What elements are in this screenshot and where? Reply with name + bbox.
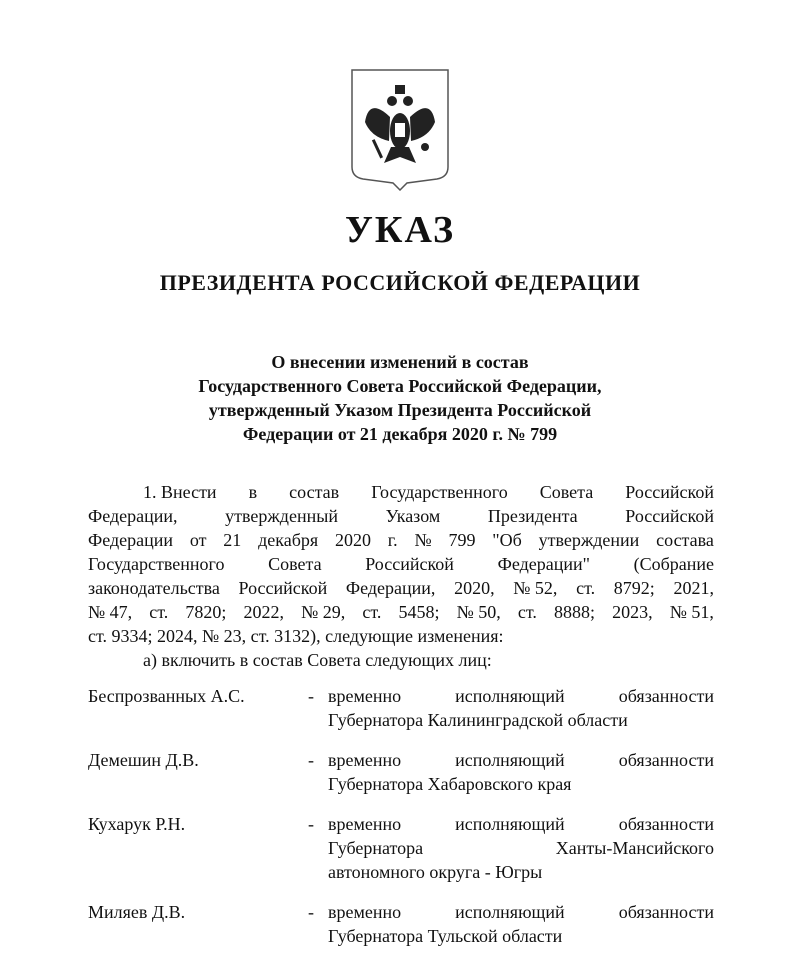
word: Российской <box>238 578 328 598</box>
word: состава <box>656 530 714 550</box>
word: исполняющий <box>455 902 565 922</box>
person-name: Кухарук Р.Н. <box>88 814 186 834</box>
paragraph-line <box>88 624 714 648</box>
person-entry <box>88 812 714 884</box>
position-line <box>328 772 714 796</box>
word: ст. <box>576 578 596 598</box>
word: 2020, <box>454 578 495 598</box>
position-line <box>328 812 714 836</box>
heading-line: Федерации от 21 декабря 2020 г. № 799 <box>242 424 558 444</box>
word: временно <box>328 750 402 770</box>
word: Губернатора <box>328 838 424 858</box>
word: исполняющий <box>455 686 565 706</box>
word: Губернатора Тульской области <box>328 926 563 946</box>
word: ст. <box>517 602 537 622</box>
word: № 50, <box>456 602 501 622</box>
person-entry <box>88 684 714 732</box>
word: временно <box>328 902 402 922</box>
word: Российской <box>625 482 714 502</box>
dash-separator: - <box>308 686 314 706</box>
document-heading <box>150 350 650 446</box>
word: "Об <box>492 530 522 550</box>
dash-separator: - <box>308 902 314 922</box>
position-line <box>328 708 714 732</box>
word: обязанности <box>618 686 714 706</box>
word: Федерации" <box>497 554 590 574</box>
word: 1. Внести <box>143 482 217 502</box>
document-title: УКАЗ <box>345 209 455 251</box>
word: Федерации, <box>345 578 436 598</box>
paragraph-line <box>88 552 714 576</box>
person-entry <box>88 748 714 796</box>
word: от <box>189 530 207 550</box>
word: 2020 <box>334 530 371 550</box>
person-position <box>328 900 714 948</box>
word: (Собрание <box>633 554 714 574</box>
word: 2023, <box>612 602 653 622</box>
heading-line: О внесении изменений в состав <box>271 352 529 372</box>
person-name: Миляев Д.В. <box>88 902 186 922</box>
word: законодательства <box>88 578 220 598</box>
word: 21 <box>223 530 242 550</box>
person-name: Беспрозванных А.С. <box>88 686 245 706</box>
word: ст. <box>362 602 382 622</box>
word: 8792; <box>613 578 655 598</box>
paragraph-line <box>88 528 714 552</box>
position-line <box>328 836 714 860</box>
word: Государственного <box>88 554 225 574</box>
word: ст. <box>149 602 169 622</box>
word: исполняющий <box>455 750 565 770</box>
person-position <box>328 812 714 884</box>
word: временно <box>328 686 402 706</box>
person-position <box>328 684 714 732</box>
word: Российской <box>625 506 714 526</box>
word: 7820; <box>185 602 227 622</box>
subpoint-a <box>88 648 714 672</box>
position-line <box>328 924 714 948</box>
word: № 29, <box>301 602 346 622</box>
paragraph-line <box>88 576 714 600</box>
coat-of-arms-icon <box>349 67 451 191</box>
word: Губернатора Хабаровского края <box>328 774 572 794</box>
position-line <box>328 748 714 772</box>
word: г. <box>387 530 398 550</box>
paragraph-line <box>88 480 714 504</box>
word: Российской <box>365 554 454 574</box>
paragraph-line <box>88 504 714 528</box>
word: Федерации, <box>88 506 178 526</box>
word: утвержденный <box>225 506 338 526</box>
word: утверждении <box>538 530 640 550</box>
persons-list <box>88 684 714 964</box>
word: Совета <box>539 482 594 502</box>
word: Федерации <box>88 530 174 550</box>
word: временно <box>328 814 402 834</box>
word: Губернатора Калининградской области <box>328 710 628 730</box>
heading-line: утвержденный Указом Президента Российской <box>208 400 592 420</box>
position-line <box>328 900 714 924</box>
word: № <box>414 530 432 550</box>
word: Совета <box>268 554 322 574</box>
word: 799 <box>448 530 476 550</box>
heading-line: Государственного Совета Российской Федерации, <box>198 376 602 396</box>
position-line <box>328 860 714 884</box>
word: автономного округа - Югры <box>328 862 543 882</box>
word: состав <box>289 482 340 502</box>
word: в <box>248 482 258 502</box>
paragraph-1 <box>88 480 714 672</box>
word: Указом <box>385 506 441 526</box>
word: Государственного <box>371 482 508 502</box>
word: обязанности <box>618 902 714 922</box>
paragraph-line-text: ст. 9334; 2024, № 23, ст. 3132), следующие изменения: <box>88 626 504 646</box>
word: 5458; <box>398 602 440 622</box>
paragraph-line <box>88 600 714 624</box>
word: № 51, <box>669 602 714 622</box>
word: обязанности <box>618 750 714 770</box>
word: № 47, <box>88 602 133 622</box>
word: 2022, <box>243 602 284 622</box>
person-position <box>328 748 714 796</box>
word: декабря <box>258 530 319 550</box>
document-subtitle: ПРЕЗИДЕНТА РОССИЙСКОЙ ФЕДЕРАЦИИ <box>159 270 641 295</box>
word: № 52, <box>513 578 558 598</box>
word: Президента <box>487 506 578 526</box>
word: 8888; <box>553 602 595 622</box>
person-entry <box>88 900 714 948</box>
word: обязанности <box>618 814 714 834</box>
word: 2021, <box>673 578 714 598</box>
position-line <box>328 684 714 708</box>
word: исполняющий <box>455 814 565 834</box>
subpoint-a-text: а) включить в состав Совета следующих лиц: <box>143 650 492 670</box>
dash-separator: - <box>308 750 314 770</box>
dash-separator: - <box>308 814 314 834</box>
word: Ханты-Мансийского <box>555 838 714 858</box>
person-name: Демешин Д.В. <box>88 750 199 770</box>
